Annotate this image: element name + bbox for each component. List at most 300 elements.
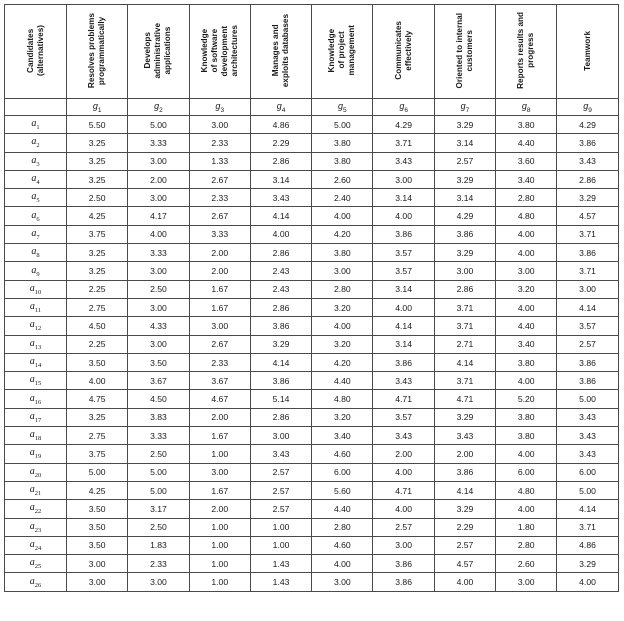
alternative-subscript: 15 (34, 380, 42, 388)
value-cell: 3.00 (128, 152, 189, 170)
value-cell: 4.14 (434, 353, 495, 371)
criterion-header-label: Oriented to internal customers (454, 12, 474, 89)
value-cell: 2.67 (189, 335, 250, 353)
value-cell: 3.14 (373, 280, 434, 298)
criterion-symbol-subscript: 4 (281, 106, 286, 114)
alternative-subscript: 23 (34, 526, 42, 534)
value-cell: 2.80 (496, 189, 557, 207)
value-cell: 3.80 (496, 353, 557, 371)
value-cell: 3.71 (557, 518, 618, 536)
alternative-cell (5, 536, 67, 554)
value-cell: 3.43 (434, 427, 495, 445)
criterion-header-9 (557, 5, 618, 99)
criterion-header-2 (128, 5, 189, 99)
value-cell: 5.00 (557, 481, 618, 499)
alternative-subscript: 13 (34, 343, 42, 351)
value-cell: 3.00 (373, 170, 434, 188)
alternative-cell (5, 262, 67, 280)
alternative-symbol: a (31, 264, 37, 276)
value-cell: 3.00 (496, 262, 557, 280)
value-cell: 3.67 (128, 372, 189, 390)
value-cell: 3.83 (128, 408, 189, 426)
value-cell: 3.50 (67, 536, 128, 554)
criterion-symbol-cell (373, 99, 434, 116)
value-cell: 4.00 (496, 298, 557, 316)
alternative-symbol: a (29, 447, 35, 459)
criterion-header-label: Resolves problems programmatically (87, 12, 107, 89)
value-cell: 2.80 (312, 518, 373, 536)
value-cell: 4.20 (312, 353, 373, 371)
value-cell: 3.71 (557, 262, 618, 280)
value-cell: 5.00 (557, 390, 618, 408)
value-cell: 1.67 (189, 280, 250, 298)
value-cell: 2.00 (189, 500, 250, 518)
value-cell: 3.00 (128, 298, 189, 316)
value-cell: 3.67 (189, 372, 250, 390)
value-cell: 1.43 (250, 573, 311, 591)
value-cell: 4.00 (250, 225, 311, 243)
alternative-symbol: a (29, 282, 35, 294)
value-cell: 3.86 (250, 372, 311, 390)
value-cell: 1.00 (189, 536, 250, 554)
value-cell: 4.71 (434, 390, 495, 408)
value-cell: 3.20 (496, 280, 557, 298)
value-cell: 2.00 (189, 408, 250, 426)
value-cell: 3.43 (250, 445, 311, 463)
value-cell: 3.29 (434, 244, 495, 262)
value-cell: 3.40 (312, 427, 373, 445)
value-cell: 3.86 (557, 353, 618, 371)
value-cell: 3.29 (557, 189, 618, 207)
value-cell: 2.57 (250, 481, 311, 499)
value-cell: 2.86 (557, 170, 618, 188)
value-cell: 3.71 (373, 134, 434, 152)
value-cell: 3.50 (67, 500, 128, 518)
alternative-cell (5, 317, 67, 335)
value-cell: 3.00 (434, 262, 495, 280)
value-cell: 4.00 (312, 555, 373, 573)
alternative-cell (5, 244, 67, 262)
value-cell: 3.86 (373, 225, 434, 243)
value-cell: 2.00 (189, 244, 250, 262)
alternative-cell (5, 116, 67, 134)
value-cell: 1.67 (189, 298, 250, 316)
alternative-cell (5, 170, 67, 188)
value-cell: 3.25 (67, 152, 128, 170)
value-cell: 3.71 (434, 298, 495, 316)
candidates-header (5, 5, 67, 99)
alternative-cell (5, 372, 67, 390)
criterion-header-label: Develops administrative applications (143, 22, 173, 79)
table-row (5, 189, 619, 207)
alternative-subscript: 3 (36, 160, 40, 168)
value-cell: 4.67 (189, 390, 250, 408)
table-row (5, 244, 619, 262)
alternative-cell (5, 518, 67, 536)
criterion-header-label: Communicates effectively (393, 21, 413, 80)
value-cell: 4.80 (496, 207, 557, 225)
value-cell: 3.33 (128, 427, 189, 445)
value-cell: 3.86 (250, 317, 311, 335)
value-cell: 2.50 (67, 189, 128, 207)
value-cell: 2.86 (250, 244, 311, 262)
value-cell: 4.17 (128, 207, 189, 225)
value-cell: 3.00 (128, 335, 189, 353)
criterion-symbol-cell (67, 99, 128, 116)
value-cell: 3.00 (373, 536, 434, 554)
value-cell: 2.00 (189, 262, 250, 280)
alternative-cell (5, 390, 67, 408)
value-cell: 4.80 (312, 390, 373, 408)
value-cell: 4.00 (557, 573, 618, 591)
alternative-subscript: 7 (36, 233, 40, 241)
value-cell: 2.50 (128, 518, 189, 536)
value-cell: 4.14 (373, 317, 434, 335)
criterion-symbol-subscript: 6 (404, 106, 408, 114)
alternative-symbol: a (31, 118, 37, 130)
alternative-cell (5, 353, 67, 371)
value-cell: 4.40 (312, 372, 373, 390)
value-cell: 3.86 (434, 463, 495, 481)
value-cell: 4.00 (312, 207, 373, 225)
alternative-subscript: 21 (34, 490, 42, 498)
criterion-symbol-subscript: 9 (588, 106, 592, 114)
value-cell: 5.00 (312, 116, 373, 134)
alternative-cell (5, 152, 67, 170)
value-cell: 4.40 (496, 134, 557, 152)
criterion-symbol-subscript: 5 (343, 106, 347, 114)
value-cell: 2.86 (434, 280, 495, 298)
value-cell: 3.00 (189, 317, 250, 335)
value-cell: 3.25 (67, 170, 128, 188)
table-row (5, 353, 619, 371)
value-cell: 2.60 (312, 170, 373, 188)
table-row (5, 298, 619, 316)
value-cell: 5.50 (67, 116, 128, 134)
criterion-header-label: Knowledge of software development architectures (199, 24, 239, 77)
value-cell: 2.00 (434, 445, 495, 463)
value-cell: 4.50 (67, 317, 128, 335)
alternative-subscript: 22 (34, 508, 42, 516)
criterion-symbol-subscript: 2 (159, 106, 163, 114)
value-cell: 3.00 (250, 427, 311, 445)
value-cell: 4.00 (312, 317, 373, 335)
value-cell: 2.00 (128, 170, 189, 188)
table-row (5, 372, 619, 390)
alternative-symbol: a (29, 520, 35, 532)
criterion-symbol-cell (557, 99, 618, 116)
value-cell: 3.86 (557, 244, 618, 262)
value-cell: 3.57 (557, 317, 618, 335)
table-row (5, 317, 619, 335)
alternative-subscript: 11 (34, 307, 42, 315)
alternative-subscript: 19 (34, 453, 42, 461)
value-cell: 4.25 (67, 207, 128, 225)
value-cell: 2.57 (434, 152, 495, 170)
value-cell: 3.17 (128, 500, 189, 518)
value-cell: 2.57 (434, 536, 495, 554)
alternative-symbol: a (29, 337, 35, 349)
value-cell: 3.00 (128, 262, 189, 280)
value-cell: 4.14 (557, 298, 618, 316)
value-cell: 3.43 (557, 427, 618, 445)
criterion-symbol-cell (312, 99, 373, 116)
alternative-cell (5, 408, 67, 426)
alternative-cell (5, 463, 67, 481)
table-row (5, 445, 619, 463)
value-cell: 2.75 (67, 298, 128, 316)
value-cell: 2.00 (373, 445, 434, 463)
alternative-subscript: 24 (34, 544, 42, 552)
candidates-header-label: Candidates (alternatives) (25, 25, 45, 76)
value-cell: 1.00 (189, 573, 250, 591)
value-cell: 5.00 (128, 463, 189, 481)
alternative-subscript: 1 (36, 124, 40, 132)
alternative-cell (5, 555, 67, 573)
alternative-subscript: 8 (36, 252, 40, 260)
alternative-symbol: a (29, 356, 35, 367)
criterion-symbol: g (154, 100, 160, 111)
table-row (5, 116, 619, 134)
criterion-symbol: g (399, 100, 405, 111)
alternative-cell (5, 280, 67, 298)
value-cell: 2.50 (128, 280, 189, 298)
alternative-symbol: a (29, 301, 35, 313)
alternative-subscript: 12 (34, 325, 42, 333)
alternative-cell (5, 335, 67, 353)
criterion-symbol-cell (434, 99, 495, 116)
alternative-cell (5, 298, 67, 316)
table-row (5, 390, 619, 408)
alternative-symbol: a (31, 227, 37, 239)
table-body (5, 99, 619, 592)
table-row (5, 170, 619, 188)
value-cell: 2.25 (67, 280, 128, 298)
value-cell: 4.00 (496, 500, 557, 518)
value-cell: 4.00 (496, 244, 557, 262)
table-row (5, 280, 619, 298)
value-cell: 5.00 (67, 463, 128, 481)
alternative-cell (5, 189, 67, 207)
value-cell: 5.60 (312, 481, 373, 499)
value-cell: 4.86 (557, 536, 618, 554)
value-cell: 3.00 (312, 262, 373, 280)
value-cell: 3.29 (250, 335, 311, 353)
criterion-symbol: g (521, 100, 527, 111)
value-cell: 4.00 (434, 573, 495, 591)
value-cell: 2.86 (250, 298, 311, 316)
table-row (5, 262, 619, 280)
table-row (5, 573, 619, 591)
value-cell: 3.29 (557, 555, 618, 573)
alternative-subscript: 2 (36, 142, 40, 150)
alternative-subscript: 6 (36, 215, 40, 223)
value-cell: 2.29 (434, 518, 495, 536)
value-cell: 4.29 (557, 116, 618, 134)
value-cell: 2.71 (434, 335, 495, 353)
alternative-subscript: 20 (34, 471, 42, 479)
value-cell: 3.14 (434, 189, 495, 207)
value-cell: 3.57 (373, 244, 434, 262)
table-row (5, 427, 619, 445)
value-cell: 2.86 (250, 152, 311, 170)
criterion-symbol-subscript: 8 (526, 106, 531, 114)
criterion-symbol-subscript: 7 (465, 106, 470, 114)
value-cell: 3.00 (128, 573, 189, 591)
alternative-subscript: 9 (36, 270, 40, 278)
value-cell: 1.00 (189, 445, 250, 463)
value-cell: 3.86 (557, 134, 618, 152)
value-cell: 3.80 (496, 408, 557, 426)
alternative-subscript: 14 (34, 362, 42, 369)
value-cell: 3.71 (557, 225, 618, 243)
value-cell: 2.43 (250, 262, 311, 280)
value-cell: 3.29 (434, 408, 495, 426)
value-cell: 3.29 (434, 170, 495, 188)
value-cell: 3.00 (67, 573, 128, 591)
value-cell: 4.00 (373, 207, 434, 225)
value-cell: 2.67 (189, 170, 250, 188)
criterion-symbol: g (338, 100, 344, 111)
value-cell: 4.57 (557, 207, 618, 225)
table-row (5, 536, 619, 554)
value-cell: 2.80 (312, 280, 373, 298)
value-cell: 3.00 (557, 280, 618, 298)
criterion-symbol-cell (250, 99, 311, 116)
value-cell: 4.29 (373, 116, 434, 134)
alternative-symbol: a (31, 154, 37, 166)
criterion-symbol-cell (128, 99, 189, 116)
criterion-header-1 (67, 5, 128, 99)
value-cell: 3.43 (557, 152, 618, 170)
table-row (5, 408, 619, 426)
value-cell: 3.00 (312, 573, 373, 591)
value-cell: 2.40 (312, 189, 373, 207)
value-cell: 2.75 (67, 427, 128, 445)
value-cell: 6.00 (496, 463, 557, 481)
alternative-cell (5, 134, 67, 152)
criterion-symbol: g (276, 100, 282, 111)
value-cell: 3.86 (373, 573, 434, 591)
alternative-subscript: 17 (34, 416, 42, 424)
alternative-subscript: 26 (34, 581, 42, 589)
table-row (5, 207, 619, 225)
value-cell: 3.71 (434, 317, 495, 335)
table-row (5, 500, 619, 518)
criterion-symbol-subscript: 3 (220, 106, 225, 114)
value-cell: 3.20 (312, 335, 373, 353)
value-cell: 3.43 (557, 408, 618, 426)
criterion-header-label: Manages and exploits databases (271, 13, 291, 88)
value-cell: 4.00 (373, 298, 434, 316)
value-cell: 5.00 (128, 481, 189, 499)
alternative-symbol: a (29, 392, 35, 404)
value-cell: 3.14 (373, 189, 434, 207)
value-cell: 2.29 (250, 134, 311, 152)
value-cell: 4.40 (312, 500, 373, 518)
value-cell: 1.00 (250, 518, 311, 536)
value-cell: 3.25 (67, 408, 128, 426)
criterion-header-label: Teamwork (582, 30, 592, 71)
criterion-symbol: g (583, 100, 589, 111)
value-cell: 3.14 (373, 335, 434, 353)
criterion-symbol: g (215, 100, 221, 111)
value-cell: 2.67 (189, 207, 250, 225)
value-cell: 4.00 (67, 372, 128, 390)
value-cell: 3.43 (557, 445, 618, 463)
alternative-symbol: a (31, 191, 37, 203)
value-cell: 1.43 (250, 555, 311, 573)
value-cell: 3.14 (434, 134, 495, 152)
table-row (5, 481, 619, 499)
value-cell: 3.86 (373, 555, 434, 573)
value-cell: 5.00 (128, 116, 189, 134)
value-cell: 3.43 (373, 372, 434, 390)
alternative-symbol: a (31, 209, 37, 221)
value-cell: 3.80 (312, 134, 373, 152)
value-cell: 3.60 (496, 152, 557, 170)
value-cell: 4.14 (434, 481, 495, 499)
alternative-symbol: a (29, 502, 35, 514)
value-cell: 3.75 (67, 445, 128, 463)
value-cell: 2.33 (128, 555, 189, 573)
alternative-subscript: 16 (34, 398, 42, 406)
value-cell: 2.86 (250, 408, 311, 426)
value-cell: 3.80 (496, 427, 557, 445)
value-cell: 4.00 (496, 372, 557, 390)
evaluation-table (4, 4, 619, 592)
value-cell: 3.20 (312, 408, 373, 426)
alternative-cell (5, 573, 67, 591)
criterion-header-6 (373, 5, 434, 99)
value-cell: 2.57 (250, 500, 311, 518)
alternative-symbol: a (29, 538, 35, 550)
header-row (5, 5, 619, 99)
value-cell: 4.71 (373, 390, 434, 408)
value-cell: 3.71 (434, 372, 495, 390)
value-cell: 3.00 (189, 116, 250, 134)
value-cell: 3.29 (434, 116, 495, 134)
criteria-symbol-row (5, 99, 619, 116)
criterion-header-label: Knowledge of project management (327, 25, 357, 76)
value-cell: 3.50 (128, 353, 189, 371)
value-cell: 4.14 (250, 207, 311, 225)
value-cell: 4.00 (496, 445, 557, 463)
alternative-subscript: 5 (36, 197, 40, 205)
value-cell: 4.60 (312, 536, 373, 554)
value-cell: 3.20 (312, 298, 373, 316)
alternative-cell (5, 225, 67, 243)
value-cell: 1.00 (250, 536, 311, 554)
alternative-cell (5, 481, 67, 499)
criterion-header-label: Reports results and progress (516, 12, 536, 89)
value-cell: 4.33 (128, 317, 189, 335)
criterion-header-5 (312, 5, 373, 99)
alternative-cell (5, 427, 67, 445)
alternative-cell (5, 207, 67, 225)
table-row (5, 152, 619, 170)
table-row (5, 134, 619, 152)
value-cell: 3.33 (128, 244, 189, 262)
value-cell: 3.43 (250, 189, 311, 207)
value-cell: 4.29 (434, 207, 495, 225)
alternative-cell (5, 500, 67, 518)
alternative-symbol: a (29, 557, 35, 569)
empty-cell (5, 99, 67, 116)
alternative-symbol: a (29, 374, 35, 386)
value-cell: 3.86 (434, 225, 495, 243)
value-cell: 2.33 (189, 134, 250, 152)
